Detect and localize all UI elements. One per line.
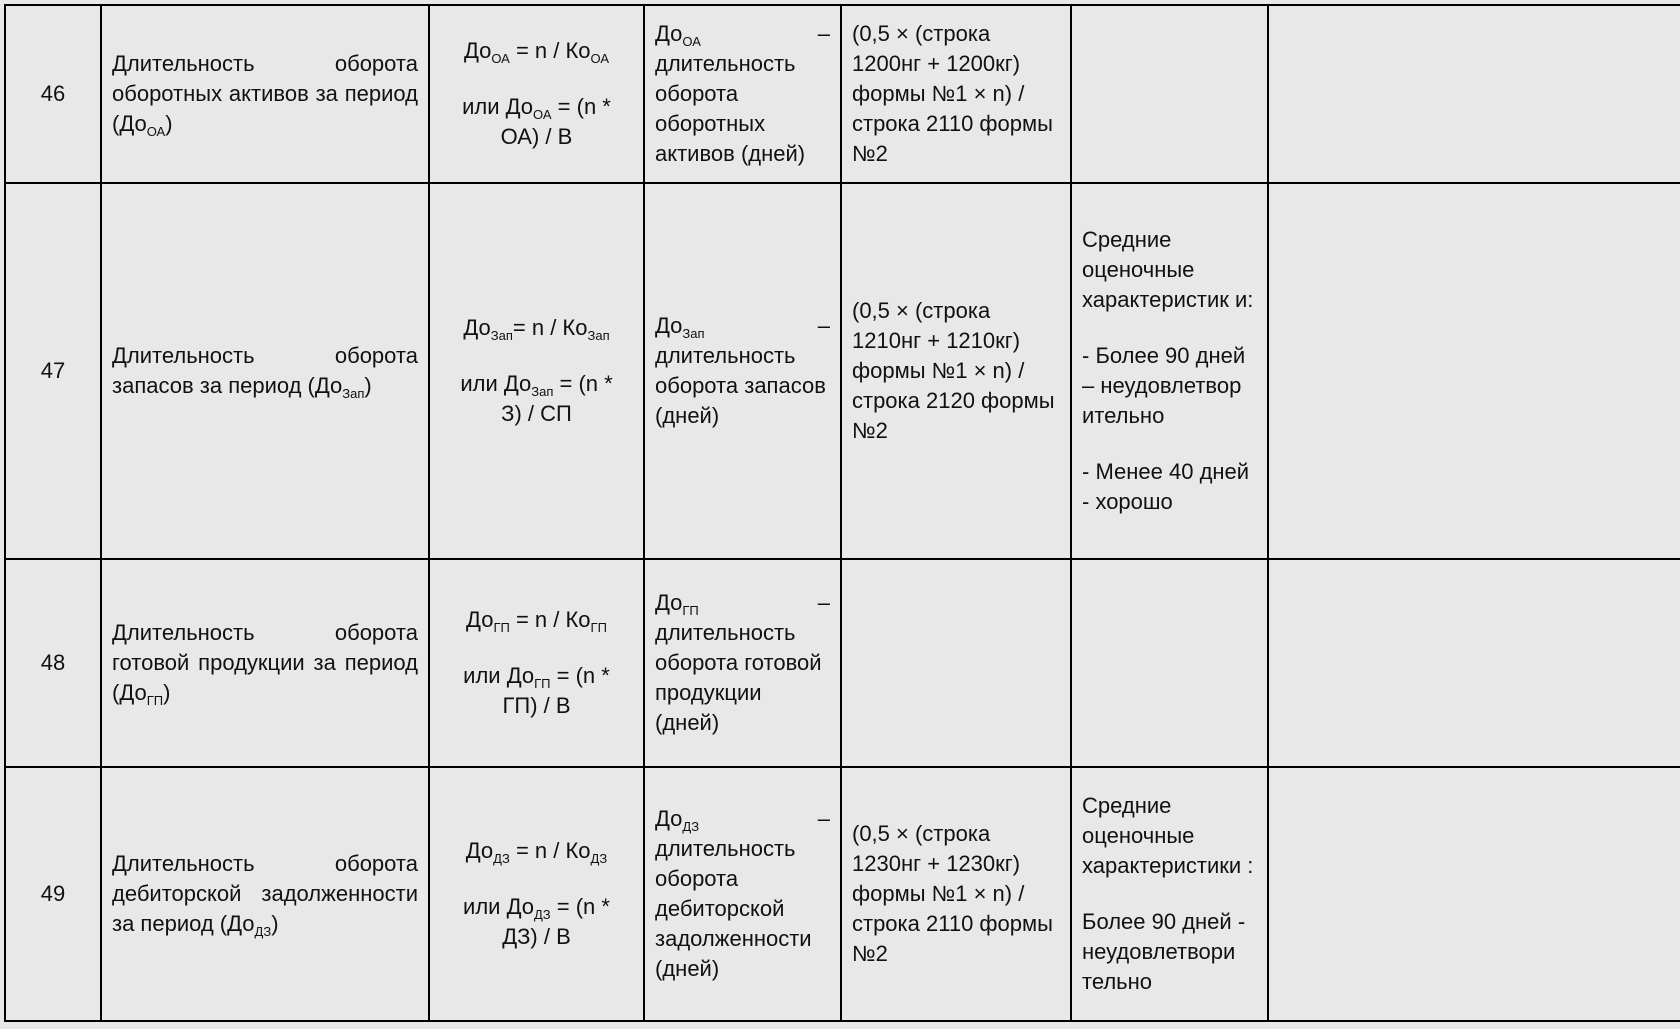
extra-cell [1268,5,1680,183]
indicator-name: Длительность оборота оборотных активов за период $(До_{ОА})$ [101,5,429,183]
extra-cell [1268,767,1680,1021]
row-number: 49 [5,767,101,1021]
table-row [5,183,1680,559]
description-cell: $До_{Зап}$ – длительность оборота запасов (дней) [644,183,841,559]
source-cell: (0,5 × (строка 1230нг + 1230кг) формы №1 × n) / строка 2110 формы №2 [841,767,1071,1021]
table-row [5,5,1680,183]
description-cell: $До_{ДЗ}$ – длительность оборота дебиторской задолженности (дней) [644,767,841,1021]
note-cell: Средние оценочные характеристики : Более 90 дней - неудовлетвори тельно [1071,767,1268,1021]
formula-cell: $До_{ДЗ} = n / Ко_{ДЗ}$ или $До_{ДЗ} = (n$ * ДЗ) / В [429,767,644,1021]
extra-cell [1268,559,1680,767]
formula-cell: $До_{Зап}= n / Ко_{Зап}$ или $До_{Зап} = (n$ * З) / СП [429,183,644,559]
row-number: 46 [5,5,101,183]
row-number: 47 [5,183,101,559]
extra-cell [1268,183,1680,559]
description-cell: $До_{ГП}$ – длительность оборота готовой продукции (дней) [644,559,841,767]
formula-cell: $До_{ГП} = n / Ко_{ГП}$ или $До_{ГП} = (n$ * ГП) / В [429,559,644,767]
note-cell: Средние оценочные характеристик и: - Более 90 дней – неудовлетвор ительно - Менее 40 дней - хорошо [1071,183,1268,559]
description-cell: $До_{ОА}$ – длительность оборота оборотных активов (дней) [644,5,841,183]
source-cell: (0,5 × (строка 1200нг + 1200кг) формы №1 × n) / строка 2110 формы №2 [841,5,1071,183]
indicator-name: Длительность оборота дебиторской задолженности за период $(До_{ДЗ})$ [101,767,429,1021]
source-cell [841,559,1071,767]
note-cell [1071,559,1268,767]
row-number: 48 [5,559,101,767]
indicator-name: Длительность оборота готовой продукции за период $(До_{ГП})$ [101,559,429,767]
indicators-table [4,4,1680,1022]
table-row [5,559,1680,767]
note-cell [1071,5,1268,183]
formula-cell: $До_{ОА} = n / Ко_{ОА}$ или $До_{ОА} = (n$ * ОА) / В [429,5,644,183]
indicator-name: Длительность оборота запасов за период $(До_{Зап})$ [101,183,429,559]
table-row [5,767,1680,1021]
source-cell: (0,5 × (строка 1210нг + 1210кг) формы №1 × n) / строка 2120 формы №2 [841,183,1071,559]
